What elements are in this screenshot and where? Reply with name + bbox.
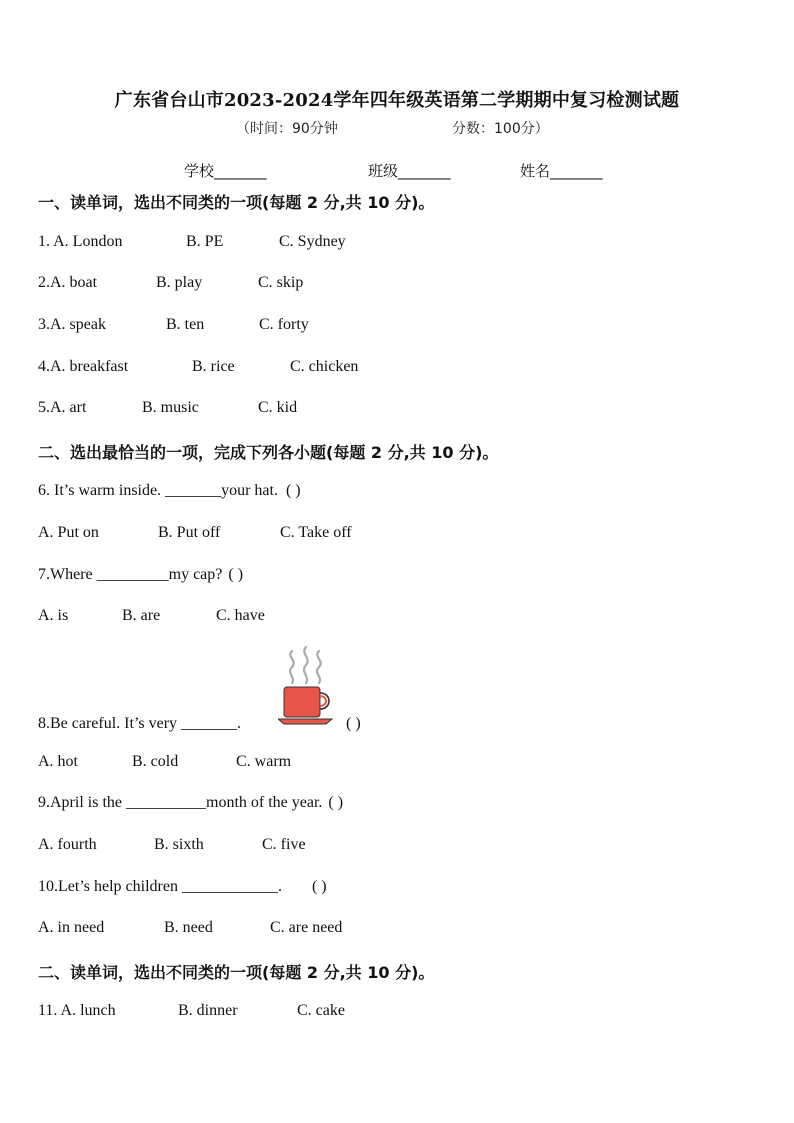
question-10 [38, 878, 327, 896]
q8-answer-paren: ( ) [346, 715, 361, 732]
exam-title: 广东省台山市2023-2024学年四年级英语第二学期期中复习检测试题 [114, 90, 680, 111]
q7-option-c: C. have [216, 607, 265, 624]
question-5 [38, 399, 297, 417]
q11-option-b: B. dinner [178, 1002, 238, 1019]
exam-time: （时间：90分钟 [236, 121, 338, 137]
hot-cup-icon [278, 645, 336, 727]
q11-option-a: 11. A. lunch [38, 1002, 116, 1019]
q6-answer-paren: ( ) [285, 482, 301, 499]
q10-answer-paren: ( ) [311, 878, 327, 895]
question-1 [38, 233, 346, 251]
q9-option-c: C. five [262, 836, 306, 853]
school-field: 学校_______ [184, 162, 267, 180]
question-10-options [38, 919, 342, 937]
q8-stem: 8.Be careful. It’s very _______. [38, 715, 242, 732]
exam-score: 分数：100分） [452, 121, 549, 137]
q6-option-b: B. Put off [158, 524, 221, 541]
q5-option-b: B. music [142, 399, 199, 416]
q9-option-b: B. sixth [154, 836, 204, 853]
q6-option-a: A. Put on [38, 524, 99, 541]
section-1-title: 一、读单词，选出不同类的一项(每题 2 分,共 10 分)。 [38, 193, 435, 212]
name-field: 姓名_______ [520, 162, 603, 180]
q8-option-a: A. hot [38, 753, 78, 770]
q4-option-c: C. chicken [290, 358, 359, 375]
question-9 [38, 794, 343, 812]
q1-option-a: 1. A. London [38, 233, 123, 250]
q11-option-c: C. cake [297, 1002, 345, 1019]
question-2 [38, 274, 303, 292]
q7-option-b: B. are [122, 607, 161, 624]
question-7 [38, 566, 243, 584]
q10-stem: 10.Let’s help children ____________. [38, 878, 282, 895]
question-4 [38, 358, 358, 376]
q7-option-a: A. is [38, 607, 69, 624]
q1-option-c: C. Sydney [279, 233, 346, 250]
q10-option-a: A. in need [38, 919, 105, 936]
question-6 [38, 482, 301, 500]
q9-answer-paren: ( ) [328, 794, 344, 811]
q3-option-c: C. forty [259, 316, 309, 333]
class-field: 班级_______ [368, 162, 451, 180]
question-11 [38, 1002, 345, 1020]
q9-option-a: A. fourth [38, 836, 97, 853]
q7-stem: 7.Where _________my cap? [38, 566, 223, 583]
q2-option-c: C. skip [258, 274, 304, 291]
question-8-options [38, 753, 291, 771]
q2-option-a: 2.A. boat [38, 274, 98, 291]
q6-stem: 6. It’s warm inside. _______your hat. [38, 482, 278, 499]
q4-option-a: 4.A. breakfast [38, 358, 129, 375]
q10-option-b: B. need [164, 919, 213, 936]
q3-option-b: B. ten [166, 316, 205, 333]
section-2-title: 二、选出最恰当的一项，完成下列各小题(每题 2 分,共 10 分)。 [38, 443, 499, 462]
question-9-options [38, 836, 306, 854]
q2-option-b: B. play [156, 274, 203, 291]
q8-option-c: C. warm [236, 753, 292, 770]
question-3 [38, 316, 309, 334]
q10-option-c: C. are need [270, 919, 343, 936]
q7-answer-paren: ( ) [228, 566, 244, 583]
q5-option-c: C. kid [258, 399, 298, 416]
question-8 [38, 715, 241, 733]
q8-option-b: B. cold [132, 753, 179, 770]
q5-option-a: 5.A. art [38, 399, 87, 416]
q3-option-a: 3.A. speak [38, 316, 106, 333]
section-3-title: 二、读单词，选出不同类的一项(每题 2 分,共 10 分)。 [38, 963, 435, 982]
q1-option-b: B. PE [186, 233, 224, 250]
question-7-options [38, 607, 265, 625]
q4-option-b: B. rice [192, 358, 235, 375]
question-6-options [38, 524, 352, 542]
q6-option-c: C. Take off [280, 524, 352, 541]
q9-stem: 9.April is the __________month of the year. [38, 794, 323, 811]
